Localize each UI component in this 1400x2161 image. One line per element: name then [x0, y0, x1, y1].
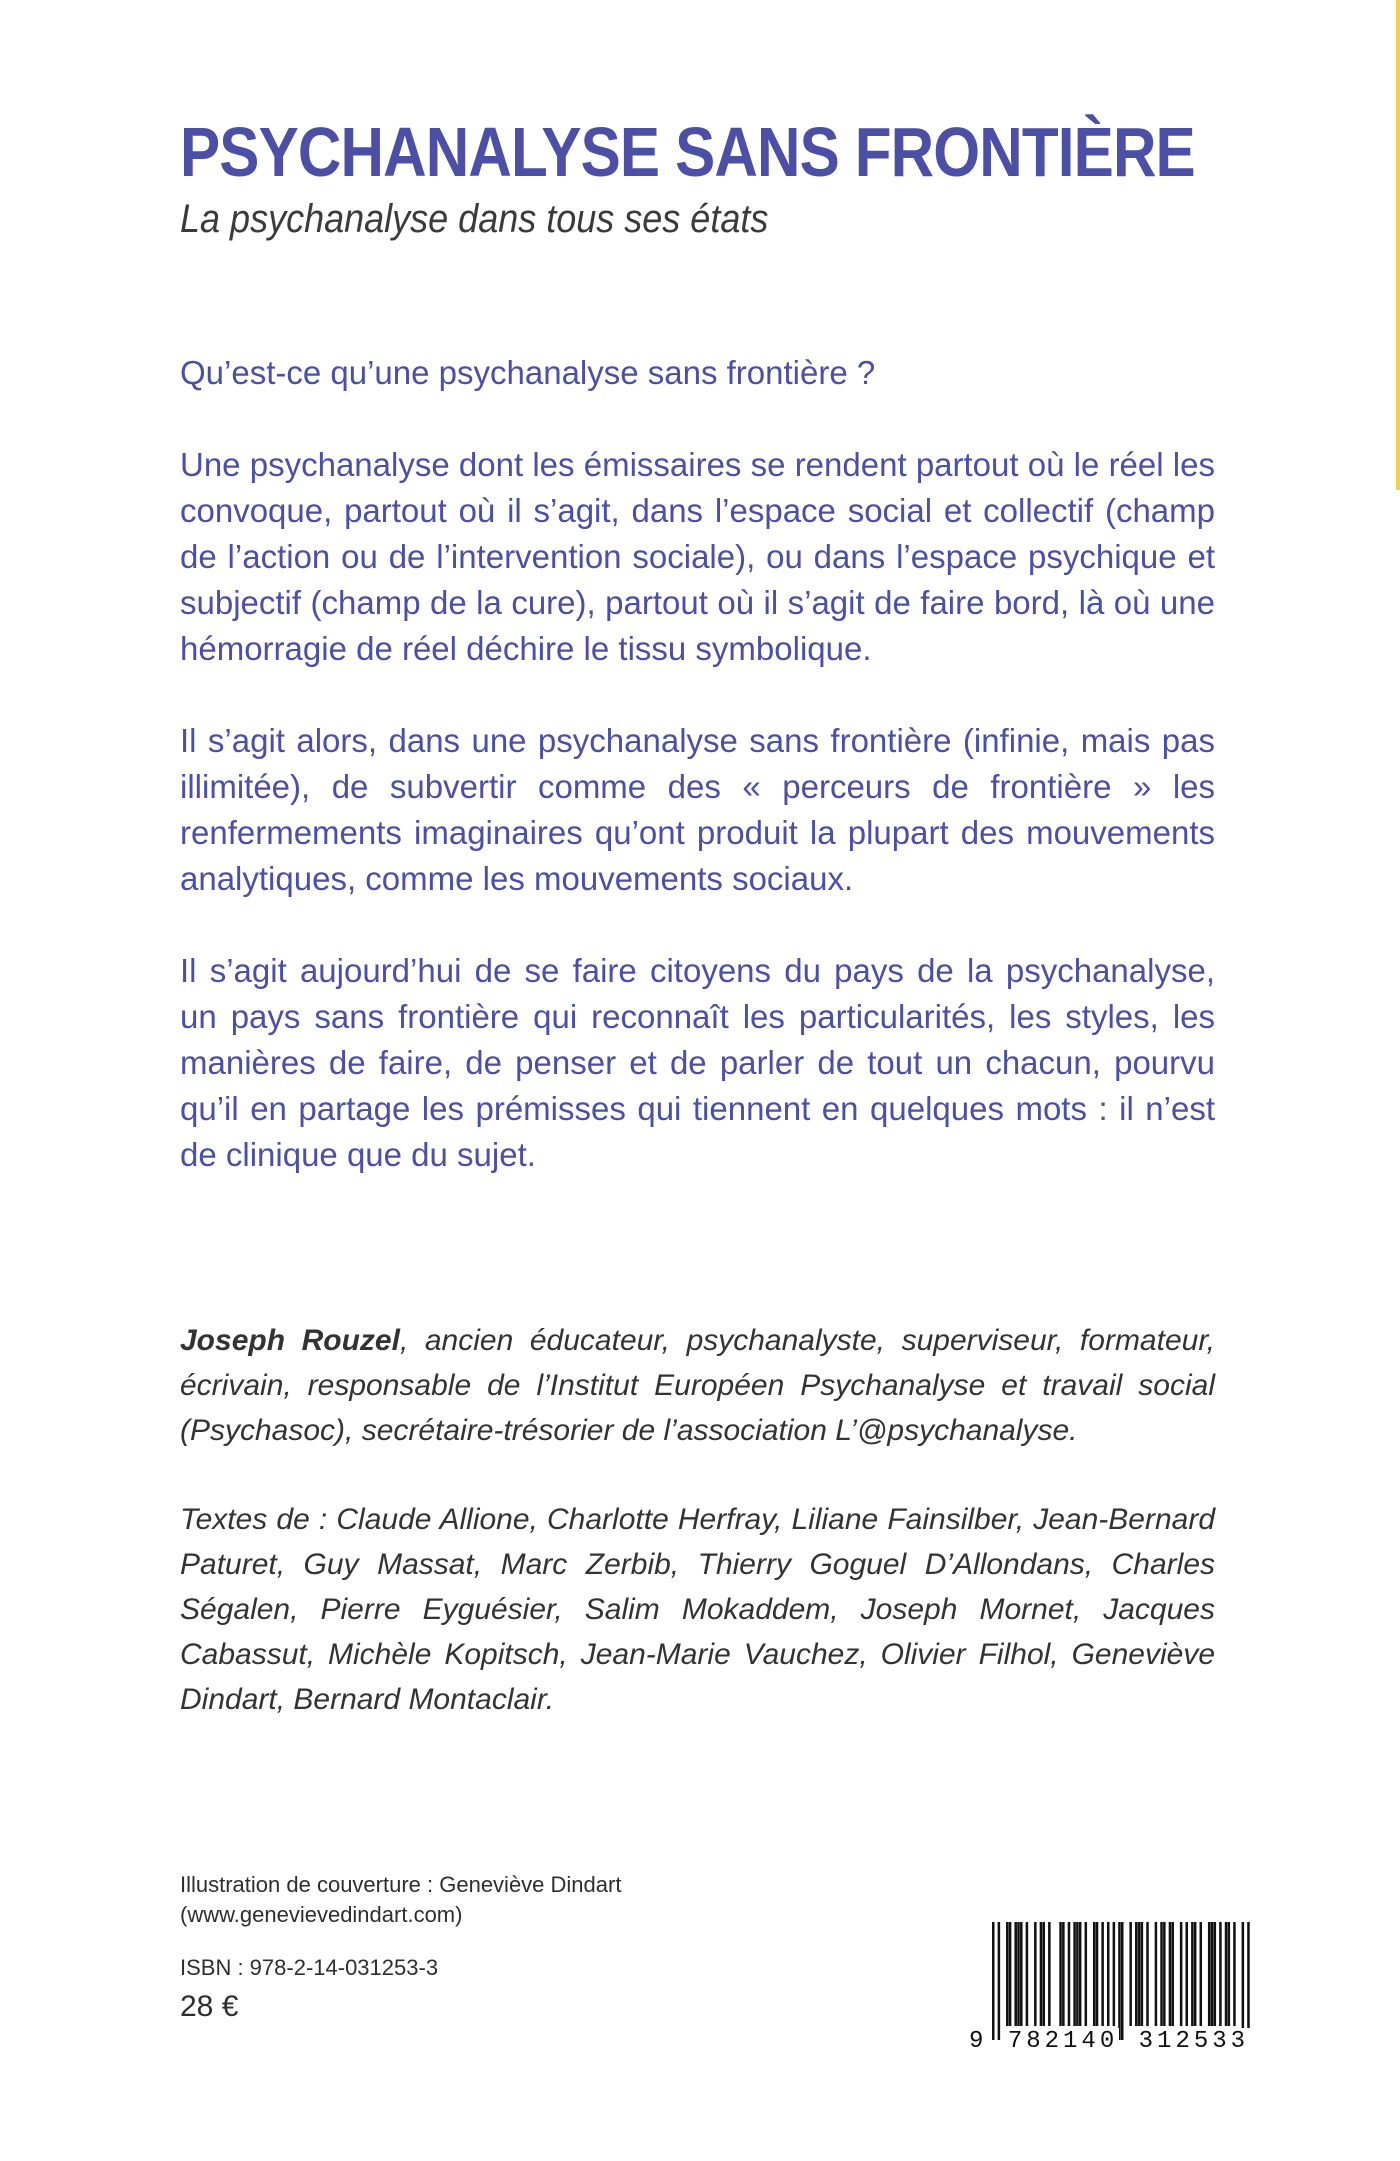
- barcode-bar: [1194, 1922, 1197, 2026]
- barcode-bar: [1219, 1922, 1222, 2026]
- barcode-bar: [1073, 1922, 1076, 2026]
- barcode-bar: [1034, 1922, 1037, 2026]
- barcode-bar: [1068, 1922, 1071, 2026]
- barcode-bar: [1211, 1922, 1214, 2026]
- book-title: PSYCHANALYSE SANS FRONTIÈRE: [180, 113, 1195, 191]
- blurb-paragraph: Il s’agit alors, dans une psychanalyse sans frontière (infinie, mais pas illimitée), de subvertir comme des « perceurs de frontière » les renfermements imaginaires qu’ont produit la plupart des mouvements analytiques, comme les mouvements sociaux.: [180, 722, 1215, 897]
- barcode-bar: [1247, 1922, 1250, 2040]
- barcode-bar: [1020, 1922, 1023, 2026]
- barcode-bar: [1040, 1922, 1043, 2026]
- barcode-bar: [1138, 1922, 1141, 2026]
- barcode-bar: [1118, 1922, 1121, 2040]
- barcode-bar: [1048, 1922, 1051, 2026]
- barcode-bar: [1076, 1922, 1079, 2026]
- contributors-list: Textes de : Claude Allione, Charlotte Herfray, Liliane Fainsilber, Jean-Bernard Paturet, Guy Massat, Marc Zerbib, Thierry Goguel D’Allondans, Charles Ségalen, Pierre Eyguésier, Salim Mokaddem, Joseph Mornet, Jacques Cabassut, Michèle Kopitsch, Jean-Marie Vauchez, Olivier Filhol, Geneviève Dindart, Bernard Montaclair.: [180, 1503, 1215, 1716]
- barcode-bar: [1225, 1922, 1228, 2026]
- barcode-bar: [992, 1922, 995, 2040]
- barcode-bar: [1009, 1922, 1012, 2026]
- barcode-bar: [1146, 1922, 1149, 2026]
- barcode-bar: [1160, 1922, 1163, 2026]
- barcode-bar: [1096, 1922, 1099, 2026]
- price: 28 €: [180, 1990, 239, 2023]
- illustration-credit: Illustration de couverture : Geneviève Dindart: [180, 1872, 622, 1897]
- barcode-bar: [1214, 1922, 1217, 2026]
- barcode: [968, 1922, 1252, 2058]
- barcode-bar: [1113, 1922, 1116, 2026]
- barcode-bar: [1171, 1922, 1174, 2026]
- spine-edge-strip: [1396, 0, 1400, 490]
- barcode-bar: [1208, 1922, 1211, 2026]
- barcode-bar: [1228, 1922, 1231, 2026]
- cover-header: [180, 110, 1215, 244]
- barcode-bar: [1186, 1922, 1189, 2026]
- barcode-bar: [1191, 1922, 1194, 2026]
- barcode-bar: [1163, 1922, 1166, 2026]
- barcode-bar: [1200, 1922, 1203, 2026]
- barcode-bar: [1233, 1922, 1236, 2026]
- barcode-bar: [1107, 1922, 1110, 2026]
- blurb-paragraph: Une psychanalyse dont les émissaires se rendent partout où le réel les convoque, partout où il s’agit, dans l’espace social et collectif (champ de l’action ou de l’intervention sociale), ou dans l’espace psychique et subjectif (champ de la cure), partout où il s’agit de faire bord, là où une hémorragie de réel déchire le tissu symbolique.: [180, 446, 1215, 667]
- barcode-bar: [1135, 1922, 1138, 2026]
- barcode-bar: [1017, 1922, 1020, 2026]
- author-bio: , ancien éducateur, psychanalyste, superviseur, formateur, écrivain, responsable de l’Institut Européen Psychanalyse et travail social (Psychasoc), secrétaire-trésorier de l’association L’@psychanalyse.: [180, 1324, 1215, 1447]
- barcode-bar: [1141, 1922, 1144, 2026]
- barcode-bar: [1101, 1922, 1104, 2026]
- barcode-bar: [1180, 1922, 1183, 2026]
- barcode-bar: [1042, 1922, 1045, 2026]
- illustrator-website: (www.genevievedindart.com): [180, 1902, 463, 1927]
- barcode-bar: [1169, 1922, 1172, 2026]
- barcode-digits: [968, 2028, 1252, 2055]
- barcode-bar: [1085, 1922, 1088, 2026]
- barcode-first-digit: 9: [969, 2028, 988, 2055]
- barcode-right-group: 312533: [1138, 2028, 1250, 2055]
- barcode-bar: [1155, 1922, 1158, 2026]
- author-section: [180, 1318, 1215, 1722]
- barcode-left-group: 782140: [1007, 2028, 1119, 2055]
- blurb-question: Qu’est-ce qu’une psychanalyse sans frontière ?: [180, 354, 876, 391]
- author-name: Joseph Rouzel: [180, 1324, 400, 1357]
- barcode-bar: [1006, 1922, 1009, 2026]
- barcode-bar: [998, 1922, 1001, 2040]
- author-bio-paragraph: [180, 1318, 1215, 1453]
- barcode-bar: [1129, 1922, 1132, 2026]
- barcode-bar: [1059, 1922, 1062, 2026]
- book-subtitle: La psychanalyse dans tous ses états: [180, 197, 769, 241]
- barcode-bar: [1014, 1922, 1017, 2026]
- barcode-bar: [1093, 1922, 1096, 2026]
- blurb: [180, 350, 1215, 1224]
- illustration-credits: [180, 1870, 621, 1930]
- barcode-bar: [1062, 1922, 1065, 2026]
- barcode-bar: [1121, 1922, 1124, 2040]
- blurb-paragraph: Il s’agit aujourd’hui de se faire citoyens du pays de la psychanalyse, un pays sans frontière qui reconnaît les particularités, les styles, les manières de faire, de penser et de parler de tout un chacun, pourvu qu’il en partage les prémisses qui tiennent en quelques mots : il n’est de clinique que du sujet.: [180, 952, 1215, 1173]
- barcode-bars: [992, 1922, 1250, 2040]
- barcode-bar: [1079, 1922, 1082, 2026]
- barcode-bar: [1026, 1922, 1029, 2026]
- isbn: ISBN : 978-2-14-031253-3: [180, 1955, 439, 1980]
- barcode-bar: [1242, 1922, 1245, 2040]
